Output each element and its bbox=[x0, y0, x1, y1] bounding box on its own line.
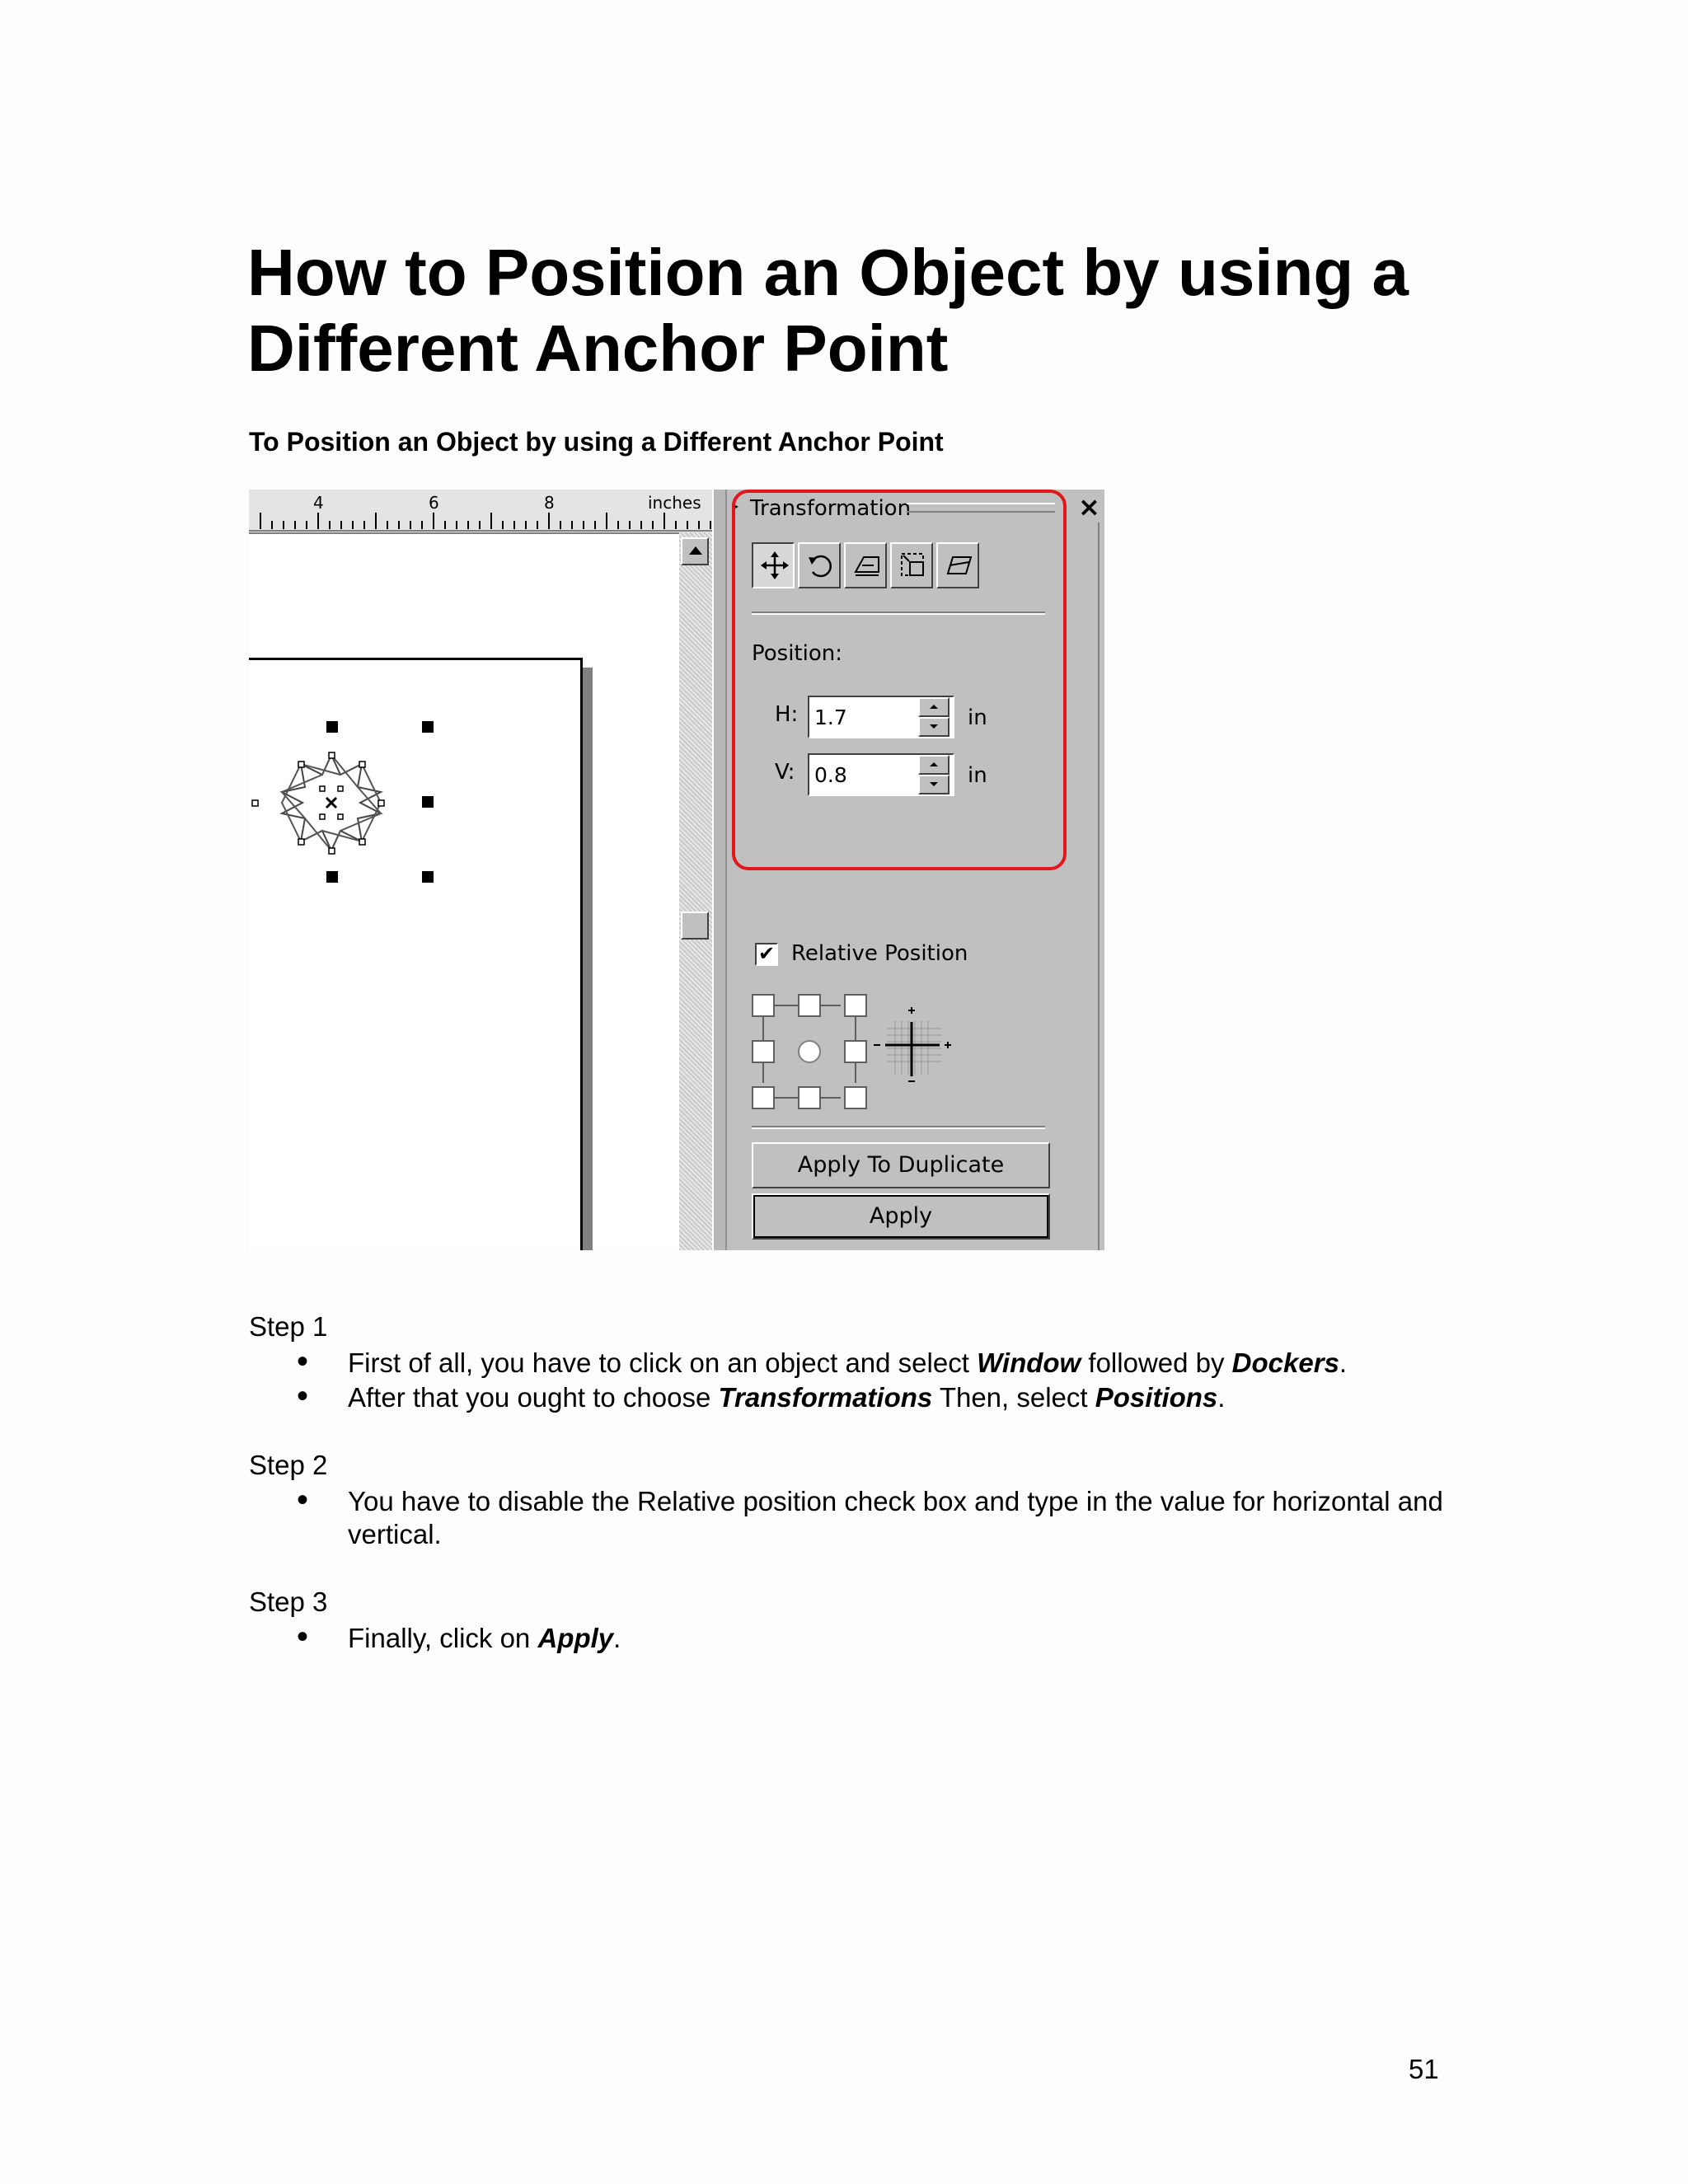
section-subtitle: To Position an Object by using a Different Anchor Point bbox=[249, 427, 944, 457]
anchor-top-center[interactable] bbox=[798, 994, 821, 1017]
scale-icon bbox=[852, 551, 882, 580]
relative-position-label: Relative Position bbox=[791, 941, 968, 966]
step-bullets bbox=[249, 1485, 1485, 1551]
apply-button[interactable]: Apply bbox=[752, 1193, 1050, 1240]
horizontal-ruler[interactable] bbox=[249, 490, 712, 534]
rotate-tool-button[interactable] bbox=[798, 542, 841, 588]
text-run: . bbox=[1217, 1382, 1226, 1413]
text-run: followed by bbox=[1081, 1347, 1232, 1378]
anchor-bottom-left[interactable] bbox=[752, 1086, 775, 1109]
docker-header[interactable] bbox=[725, 490, 1104, 523]
text-run: . bbox=[613, 1623, 621, 1653]
page-shadow bbox=[583, 668, 593, 1250]
docker-rail bbox=[714, 490, 727, 1250]
position-icon bbox=[760, 551, 790, 580]
text-run: Finally, click on bbox=[348, 1623, 538, 1653]
drawing-area[interactable] bbox=[249, 534, 679, 1250]
separator bbox=[752, 1126, 1045, 1129]
h-label: H: bbox=[775, 702, 799, 727]
step-label: Step 1 bbox=[249, 1311, 328, 1342]
emphasized-term: Dockers bbox=[1231, 1347, 1339, 1378]
separator bbox=[752, 612, 1045, 615]
v-increment-button[interactable] bbox=[918, 755, 950, 775]
size-icon bbox=[898, 551, 928, 580]
v-spinner[interactable] bbox=[918, 755, 950, 794]
skew-icon bbox=[945, 551, 974, 580]
docker-edge bbox=[1098, 523, 1104, 1250]
drawing-window bbox=[249, 490, 716, 1250]
step-1 bbox=[249, 1310, 1485, 1414]
emphasized-term: Positions bbox=[1095, 1382, 1218, 1413]
list-item bbox=[249, 1381, 1485, 1414]
scroll-thumb[interactable] bbox=[681, 912, 709, 940]
transformation-docker bbox=[712, 490, 1104, 1250]
text-run: . bbox=[1339, 1347, 1348, 1378]
ruler-label-6: 6 bbox=[429, 493, 439, 513]
step-label: Step 2 bbox=[249, 1450, 328, 1480]
emphasized-term: Window bbox=[977, 1347, 1081, 1378]
step-bullets bbox=[249, 1347, 1485, 1414]
text-run: You have to disable the Relative position check box and type in the value for horizontal and vertical. bbox=[348, 1486, 1443, 1549]
list-item bbox=[249, 1485, 1485, 1551]
list-item bbox=[249, 1622, 1485, 1655]
emphasized-term: Transformations bbox=[718, 1382, 933, 1413]
checkmark-icon: ✔ bbox=[757, 942, 776, 965]
scroll-up-button[interactable] bbox=[681, 537, 709, 565]
anchor-top-right[interactable] bbox=[844, 994, 867, 1017]
h-increment-button[interactable] bbox=[918, 697, 950, 717]
position-label: Position: bbox=[752, 641, 842, 666]
position-tool-button[interactable] bbox=[752, 542, 795, 588]
anchor-center[interactable] bbox=[798, 1040, 821, 1063]
size-tool-button[interactable] bbox=[890, 542, 933, 588]
ruler-label-4: 4 bbox=[313, 493, 324, 513]
rotate-icon bbox=[806, 551, 836, 580]
anchor-middle-right[interactable] bbox=[844, 1040, 867, 1063]
v-label: V: bbox=[775, 760, 795, 785]
apply-to-duplicate-button[interactable]: Apply To Duplicate bbox=[752, 1142, 1050, 1188]
page-title: How to Position an Object by using a Different Anchor Point bbox=[247, 236, 1409, 385]
screenshot bbox=[249, 490, 1104, 1250]
scale-tool-button[interactable] bbox=[844, 542, 887, 588]
h-spinner[interactable] bbox=[918, 697, 950, 737]
steps-list bbox=[249, 1310, 1485, 1690]
close-icon[interactable]: × bbox=[1078, 491, 1100, 523]
selected-star-object[interactable] bbox=[249, 707, 496, 913]
text-run: After that you ought to choose bbox=[348, 1382, 719, 1413]
position-preview-icon bbox=[870, 1004, 961, 1086]
docker-grip[interactable] bbox=[907, 503, 1055, 513]
v-unit: in bbox=[968, 763, 987, 788]
ruler-label-8: 8 bbox=[544, 493, 555, 513]
step-2 bbox=[249, 1449, 1485, 1551]
vertical-scrollbar[interactable] bbox=[679, 532, 712, 1250]
step-label: Step 3 bbox=[249, 1586, 328, 1617]
skew-tool-button[interactable] bbox=[936, 542, 979, 588]
anchor-middle-left[interactable] bbox=[752, 1040, 775, 1063]
h-unit: in bbox=[968, 705, 987, 730]
docker-title: Transformation bbox=[750, 496, 912, 521]
text-run: Then, select bbox=[932, 1382, 1095, 1413]
ruler-unit-label: inches bbox=[648, 493, 701, 513]
h-decrement-button[interactable] bbox=[918, 717, 950, 737]
v-decrement-button[interactable] bbox=[918, 775, 950, 794]
relative-position-checkbox[interactable] bbox=[755, 943, 778, 966]
anchor-bottom-center[interactable] bbox=[798, 1086, 821, 1109]
emphasized-term: Apply bbox=[537, 1623, 614, 1653]
text-run: First of all, you have to click on an object and select bbox=[348, 1347, 978, 1378]
step-bullets bbox=[249, 1622, 1485, 1655]
collapse-arrow-icon[interactable]: ▸ bbox=[732, 498, 739, 513]
step-3 bbox=[249, 1586, 1485, 1655]
anchor-bottom-right[interactable] bbox=[844, 1086, 867, 1109]
list-item bbox=[249, 1347, 1485, 1380]
page-number: 51 bbox=[1409, 2054, 1439, 2084]
anchor-top-left[interactable] bbox=[752, 994, 775, 1017]
